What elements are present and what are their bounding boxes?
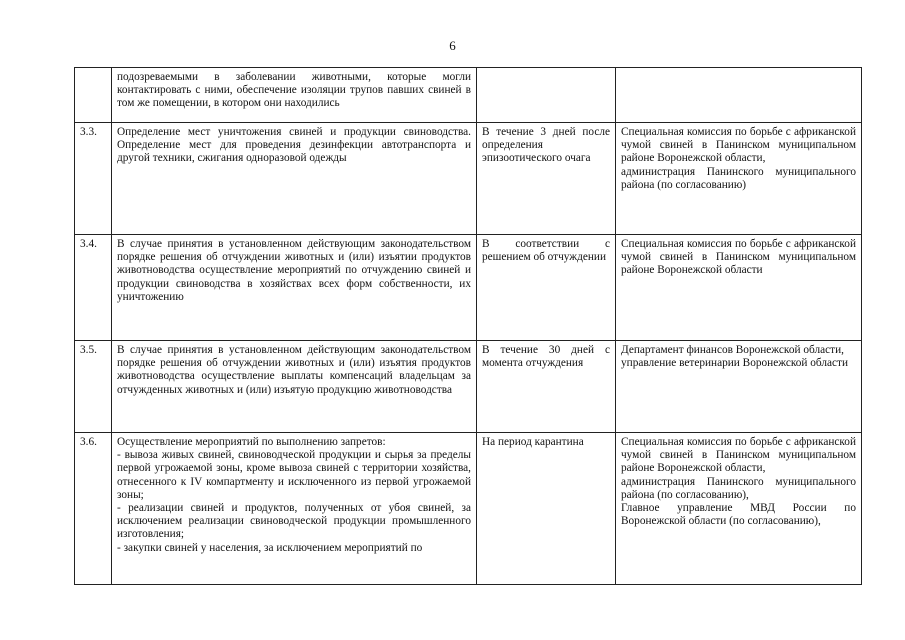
table-row [75,123,862,235]
row-action: подозреваемыми в заболевании животными, которые могли контактировать с ними, обеспечение изоляции трупов павших свиней в том же помещении, в котором они находились [112,68,477,123]
row-action: В случае принятия в установленном действующим законодательством порядке решения об отчуждении животных и (или) изъятии продуктов животноводства осуществление мероприятий по отчуждению свиней и продукции свиноводства в хозяйствах всех форм собственности, их уничтожению [112,235,477,341]
table-row [75,68,862,123]
row-term: В соответствии с решением об отчуждении [477,235,616,341]
table-row [75,433,862,585]
row-responsible [616,433,862,585]
row-responsible [616,123,862,235]
action-item: - вывоза живых свиней, свиноводческой продукции и сырья за пределы первой угрожаемой зоны, кроме вывоза свиней с территории хозяйства, отнесенного к IV компартменту и исключенного из первой угрожаемой зоны; [117,449,471,501]
table-row [75,235,862,341]
page-number: 6 [449,38,456,53]
action-item: - реализации свиней и продуктов, полученных от убоя свиней, за исключением реализации свиноводческой продукции промышленного изготовления; [117,502,471,541]
row-number: 3.4. [75,235,112,341]
table-row [75,341,862,433]
action-heading: Осуществление мероприятий по выполнению запретов: [117,436,386,448]
responsible-entry: Главное управление МВД России по Воронежской области (по согласованию), [621,502,856,528]
responsible-entry: Специальная комиссия по борьбе с африканской чумой свиней в Панинском муниципальном районе Воронежской области, [621,126,856,165]
row-term: На период карантина [477,433,616,585]
row-action: Определение мест уничтожения свиней и продукции свиноводства. Определение мест для проведения дезинфекции автотранспорта и другой техники, сжигания одноразовой одежды [112,123,477,235]
row-term: В течение 30 дней с момента отчуждения [477,341,616,433]
row-number [75,68,112,123]
row-action [112,433,477,585]
responsible-entry: Департамент финансов Воронежской области, [621,344,844,356]
row-responsible [616,68,862,123]
row-number: 3.5. [75,341,112,433]
action-plan-table [74,67,862,585]
action-item: - закупки свиней у населения, за исключением мероприятий по [117,541,423,554]
row-action: В случае принятия в установленном действующим законодательством порядке решения об отчуждении животных и (или) изъятия продуктов животноводства осуществление выплаты компенсаций владельцам за отчужденных животных и (или) изъятую продукцию животноводства [112,341,477,433]
row-responsible: Специальная комиссия по борьбе с африканской чумой свиней в Панинском муниципальном районе Воронежской области [616,235,862,341]
row-term [477,68,616,123]
responsible-entry: администрация Панинского муниципального района (по согласованию) [621,165,856,191]
row-responsible [616,341,862,433]
row-term: В течение 3 дней после определения эпизоотического очага [477,123,616,235]
responsible-entry: Специальная комиссия по борьбе с африканской чумой свиней в Панинском муниципальном районе Воронежской области, [621,436,856,475]
responsible-entry: администрация Панинского муниципального района (по согласованию), [621,475,856,501]
row-number: 3.3. [75,123,112,235]
responsible-entry: управление ветеринарии Воронежской области [621,357,849,370]
row-number: 3.6. [75,433,112,585]
